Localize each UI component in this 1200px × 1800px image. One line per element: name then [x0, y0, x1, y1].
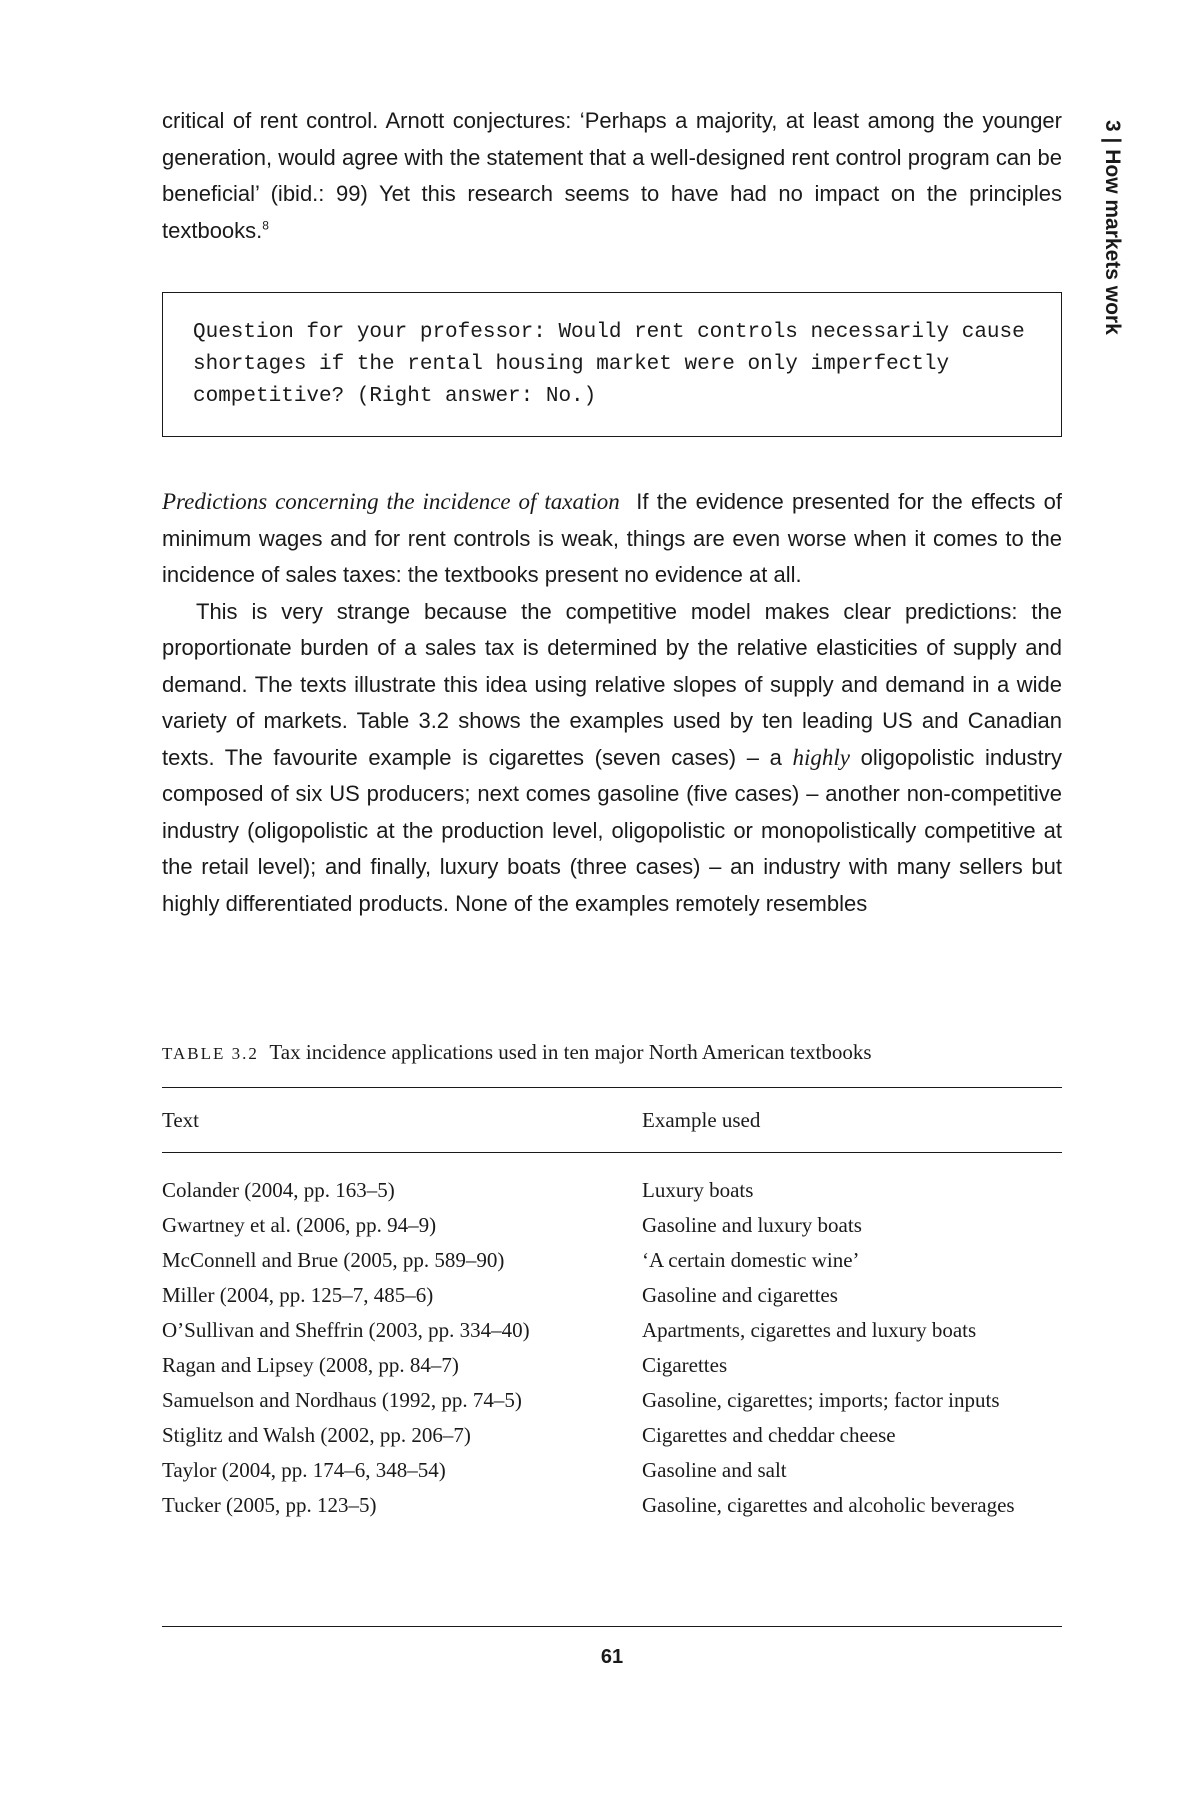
cell-example: Cigarettes: [642, 1353, 728, 1377]
paragraph-3-part2: oligopolistic industry composed of six US producers; next comes gasoline (five cases) – another non-competitive industry (oligopolistic at the production level, oligopolistic or monopolistically competitive at the retail level); and finally, luxury boats (three cases) – an industry with many sellers but highly differentiated products. None of the examples remotely resembles: [162, 744, 1062, 916]
column-header-example: Example used: [642, 1108, 761, 1132]
cell-example: Apartments, cigarettes and luxury boats: [642, 1318, 977, 1342]
table-body: [162, 1176, 1062, 1526]
paragraph-3-emphasis: highly: [792, 744, 850, 770]
cell-example: Gasoline and luxury boats: [642, 1213, 862, 1237]
cell-example: Gasoline, cigarettes and alcoholic beverages: [642, 1493, 1015, 1517]
table-row: [162, 1386, 1062, 1415]
cell-text: Ragan and Lipsey (2008, pp. 84–7): [162, 1353, 459, 1377]
cell-text: Colander (2004, pp. 163–5): [162, 1178, 395, 1202]
section-heading: Predictions concerning the incidence of taxation: [162, 489, 620, 514]
paragraph-3: [162, 594, 1062, 923]
table-caption: [162, 1038, 1062, 1068]
table-row: [162, 1351, 1062, 1380]
cell-text: Stiglitz and Walsh (2002, pp. 206–7): [162, 1423, 471, 1447]
cell-text: McConnell and Brue (2005, pp. 589–90): [162, 1248, 505, 1272]
cell-example: Gasoline and salt: [642, 1458, 787, 1482]
cell-example: Gasoline, cigarettes; imports; factor inputs: [642, 1388, 1000, 1412]
cell-example: Gasoline and cigarettes: [642, 1283, 838, 1307]
table-row: [162, 1491, 1062, 1520]
running-head-text: 3 | How markets work: [1101, 120, 1124, 335]
cell-text: Gwartney et al. (2006, pp. 94–9): [162, 1213, 437, 1237]
cell-text: Miller (2004, pp. 125–7, 485–6): [162, 1283, 434, 1307]
table-row: [162, 1456, 1062, 1485]
paragraph-3-part1: This is very strange because the competitive model makes clear predictions: the proportionate burden of a sales tax is determined by the relative elasticities of supply and demand. The texts illustrate this idea using relative slopes of supply and demand in a wide variety of markets. Table 3.2 shows the examples used by ten leading US and Canadian texts. The favourite example is cigarettes (seven cases) – a: [162, 598, 1062, 770]
table-top-rule: [162, 1087, 1062, 1088]
footnote-marker: 8: [262, 218, 269, 233]
table-header-rule: [162, 1152, 1062, 1153]
table-row: [162, 1246, 1062, 1275]
page-number: 61: [600, 1646, 624, 1668]
paragraph-1: [162, 103, 1062, 249]
running-head: [1096, 120, 1126, 400]
cell-example: Cigarettes and cheddar cheese: [642, 1423, 896, 1447]
column-header-text: Text: [162, 1108, 200, 1132]
table-row: [162, 1176, 1062, 1205]
table-row: [162, 1211, 1062, 1240]
table-caption-text: Tax incidence applications used in ten major North American textbooks: [269, 1040, 872, 1064]
table-row: [162, 1316, 1062, 1345]
cell-text: Samuelson and Nordhaus (1992, pp. 74–5): [162, 1388, 522, 1412]
table-bottom-rule: [162, 1626, 1062, 1627]
table-label: TABLE 3.2: [162, 1044, 259, 1063]
cell-text: Tucker (2005, pp. 123–5): [162, 1493, 377, 1517]
cell-text: O’Sullivan and Sheffrin (2003, pp. 334–40): [162, 1318, 530, 1342]
cell-example: ‘A certain domestic wine’: [642, 1248, 860, 1272]
table-row: [162, 1421, 1062, 1450]
page: [162, 0, 1062, 1800]
question-text: Question for your professor: Would rent controls necessarily cause shortages if the rental housing market were only imperfectly competitive? (Right answer: No.): [193, 321, 1025, 408]
paragraph-1-text: critical of rent control. Arnott conjectures: ‘Perhaps a majority, at least among the younger generation, would agree with the statement that a well-designed rent control program can be beneficial’ (ibid.: 99) Yet this research seems to have had no impact on the principles textbooks.: [162, 108, 1062, 243]
cell-text: Taylor (2004, pp. 174–6, 348–54): [162, 1458, 446, 1482]
table-row: [162, 1281, 1062, 1310]
question-box: [162, 292, 1062, 437]
paragraph-2: [162, 484, 1062, 594]
paragraph-2-text: If the evidence presented for the effects of minimum wages and for rent controls is weak, things are even worse when it comes to the incidence of sales taxes: the textbooks present no evidence at all.: [162, 489, 1062, 587]
cell-example: Luxury boats: [642, 1178, 754, 1202]
tax-incidence-section: [162, 484, 1062, 922]
